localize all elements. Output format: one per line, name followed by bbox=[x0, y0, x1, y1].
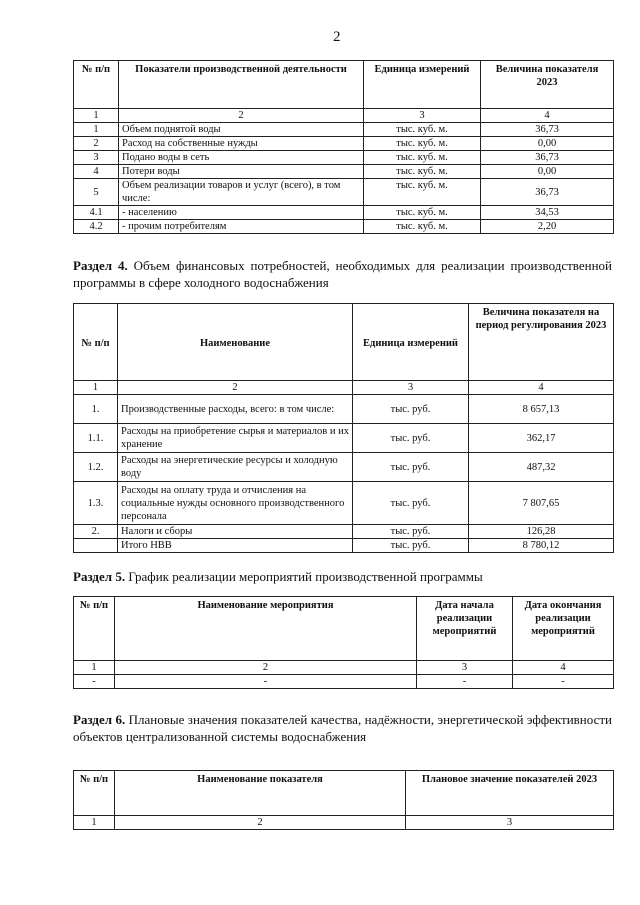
row-value: 36,73 bbox=[481, 151, 614, 165]
col-num: 1 bbox=[74, 381, 118, 395]
row-value: 126,28 bbox=[469, 525, 614, 539]
table-row bbox=[74, 675, 614, 689]
row-name: Объем реализации товаров и услуг (всего), в том числе: bbox=[119, 179, 364, 206]
row-number: 1.3. bbox=[74, 482, 118, 525]
section-text: График реализации мероприятий производственной программы bbox=[128, 569, 483, 584]
header-number: № п/п bbox=[74, 771, 115, 816]
header-activity: Наименование мероприятия bbox=[115, 597, 417, 661]
section-label: Раздел 6. bbox=[73, 712, 126, 727]
col-num: 2 bbox=[115, 661, 417, 675]
col-num: 3 bbox=[417, 661, 513, 675]
row-unit: тыс. руб. bbox=[353, 482, 469, 525]
row-number bbox=[74, 539, 118, 553]
row-unit: тыс. куб. м. bbox=[364, 165, 481, 179]
row-number: 1.1. bbox=[74, 424, 118, 453]
row-unit: тыс. куб. м. bbox=[364, 151, 481, 165]
planned-indicators-table bbox=[73, 770, 614, 830]
row-unit: тыс. руб. bbox=[353, 395, 469, 424]
column-numbers-row bbox=[74, 109, 614, 123]
column-numbers-row bbox=[74, 381, 614, 395]
row-name: Расходы на оплату труда и отчисления на социальные нужды основного производственного персонала bbox=[118, 482, 353, 525]
table-row bbox=[74, 453, 614, 482]
section-label: Раздел 5. bbox=[73, 569, 126, 584]
row-number: 2 bbox=[74, 137, 119, 151]
row-value: 8 780,12 bbox=[469, 539, 614, 553]
header-unit: Единица измерений bbox=[364, 61, 481, 109]
table-row bbox=[74, 424, 614, 453]
row-value: 8 657,13 bbox=[469, 395, 614, 424]
row-name: Налоги и сборы bbox=[118, 525, 353, 539]
production-indicators-table bbox=[73, 60, 614, 234]
table-row bbox=[74, 206, 614, 220]
col-num: 1 bbox=[74, 816, 115, 830]
table-row bbox=[74, 165, 614, 179]
table-row bbox=[74, 482, 614, 525]
row-name: - населению bbox=[119, 206, 364, 220]
header-unit: Единица измерений bbox=[353, 304, 469, 381]
header-number: № п/п bbox=[74, 597, 115, 661]
row-end-date: - bbox=[513, 675, 614, 689]
section-label: Раздел 4. bbox=[73, 258, 128, 273]
row-unit: тыс. куб. м. bbox=[364, 206, 481, 220]
row-unit: тыс. руб. bbox=[353, 453, 469, 482]
column-numbers-row bbox=[74, 816, 614, 830]
table-row bbox=[74, 137, 614, 151]
section-4-heading bbox=[73, 257, 612, 291]
table-row bbox=[74, 220, 614, 234]
table-header-row bbox=[74, 61, 614, 109]
row-value: 2,20 bbox=[481, 220, 614, 234]
row-name: Подано воды в сеть bbox=[119, 151, 364, 165]
row-value: 0,00 bbox=[481, 165, 614, 179]
financial-needs-table bbox=[73, 303, 614, 553]
table-row bbox=[74, 525, 614, 539]
row-name: Производственные расходы, всего: в том числе: bbox=[118, 395, 353, 424]
row-name: - прочим потребителям bbox=[119, 220, 364, 234]
header-indicator: Наименование показателя bbox=[115, 771, 406, 816]
row-number: 1. bbox=[74, 395, 118, 424]
row-name: Расходы на приобретение сырья и материалов и их хранение bbox=[118, 424, 353, 453]
col-num: 2 bbox=[118, 381, 353, 395]
row-unit: тыс. руб. bbox=[353, 525, 469, 539]
table-header-row bbox=[74, 597, 614, 661]
col-num: 3 bbox=[353, 381, 469, 395]
row-value: 487,32 bbox=[469, 453, 614, 482]
row-unit: тыс. куб. м. bbox=[364, 137, 481, 151]
col-num: 3 bbox=[364, 109, 481, 123]
table-row-total bbox=[74, 539, 614, 553]
page-number: 2 bbox=[333, 29, 341, 45]
header-planned-value: Плановое значение показателей 2023 bbox=[406, 771, 614, 816]
row-number: 1 bbox=[74, 123, 119, 137]
header-value: Величина показателя на период регулирования 2023 bbox=[469, 304, 614, 381]
row-name: Расходы на энергетические ресурсы и холодную воду bbox=[118, 453, 353, 482]
row-value: 36,73 bbox=[481, 123, 614, 137]
column-numbers-row bbox=[74, 661, 614, 675]
header-indicator: Показатели производственной деятельности bbox=[119, 61, 364, 109]
row-value: 36,73 bbox=[481, 179, 614, 206]
row-number: 4 bbox=[74, 165, 119, 179]
row-number: 2. bbox=[74, 525, 118, 539]
section-text: Плановые значения показателей качества, надёжности, энергетической эффективности объектов централизованной системы водоснабжения bbox=[73, 712, 613, 744]
row-number: 4.2 bbox=[74, 220, 119, 234]
table-header-row bbox=[74, 771, 614, 816]
col-num: 2 bbox=[115, 816, 406, 830]
row-value: 0,00 bbox=[481, 137, 614, 151]
header-start-date: Дата начала реализации мероприятий bbox=[417, 597, 513, 661]
header-number: № п/п bbox=[74, 304, 118, 381]
row-unit: тыс. куб. м. bbox=[364, 123, 481, 137]
table-row bbox=[74, 395, 614, 424]
row-number: - bbox=[74, 675, 115, 689]
table-row bbox=[74, 151, 614, 165]
row-number: 1.2. bbox=[74, 453, 118, 482]
section-5-heading bbox=[73, 568, 612, 585]
row-name: Итого НВВ bbox=[118, 539, 353, 553]
row-unit: тыс. руб. bbox=[353, 424, 469, 453]
row-unit: тыс. руб. bbox=[353, 539, 469, 553]
row-name: Расход на собственные нужды bbox=[119, 137, 364, 151]
section-6-heading bbox=[73, 711, 612, 745]
section-text: Объем финансовых потребностей, необходимых для реализации производственной программы в сфере холодного водоснабжения bbox=[73, 258, 612, 290]
col-num: 4 bbox=[481, 109, 614, 123]
row-value: 362,17 bbox=[469, 424, 614, 453]
row-number: 3 bbox=[74, 151, 119, 165]
header-name: Наименование bbox=[118, 304, 353, 381]
header-value: Величина показателя 2023 bbox=[481, 61, 614, 109]
col-num: 1 bbox=[74, 661, 115, 675]
col-num: 3 bbox=[406, 816, 614, 830]
row-activity: - bbox=[115, 675, 417, 689]
col-num: 4 bbox=[513, 661, 614, 675]
row-start-date: - bbox=[417, 675, 513, 689]
col-num: 2 bbox=[119, 109, 364, 123]
table-row bbox=[74, 179, 614, 206]
row-number: 5 bbox=[74, 179, 119, 206]
col-num: 1 bbox=[74, 109, 119, 123]
row-value: 34,53 bbox=[481, 206, 614, 220]
row-unit: тыс. куб. м. bbox=[364, 179, 481, 206]
header-end-date: Дата окончания реализации мероприятий bbox=[513, 597, 614, 661]
header-number: № п/п bbox=[74, 61, 119, 109]
row-value: 7 807,65 bbox=[469, 482, 614, 525]
row-unit: тыс. куб. м. bbox=[364, 220, 481, 234]
activities-schedule-table bbox=[73, 596, 614, 689]
row-name: Объем поднятой воды bbox=[119, 123, 364, 137]
col-num: 4 bbox=[469, 381, 614, 395]
table-row bbox=[74, 123, 614, 137]
row-name: Потери воды bbox=[119, 165, 364, 179]
table-header-row bbox=[74, 304, 614, 381]
row-number: 4.1 bbox=[74, 206, 119, 220]
